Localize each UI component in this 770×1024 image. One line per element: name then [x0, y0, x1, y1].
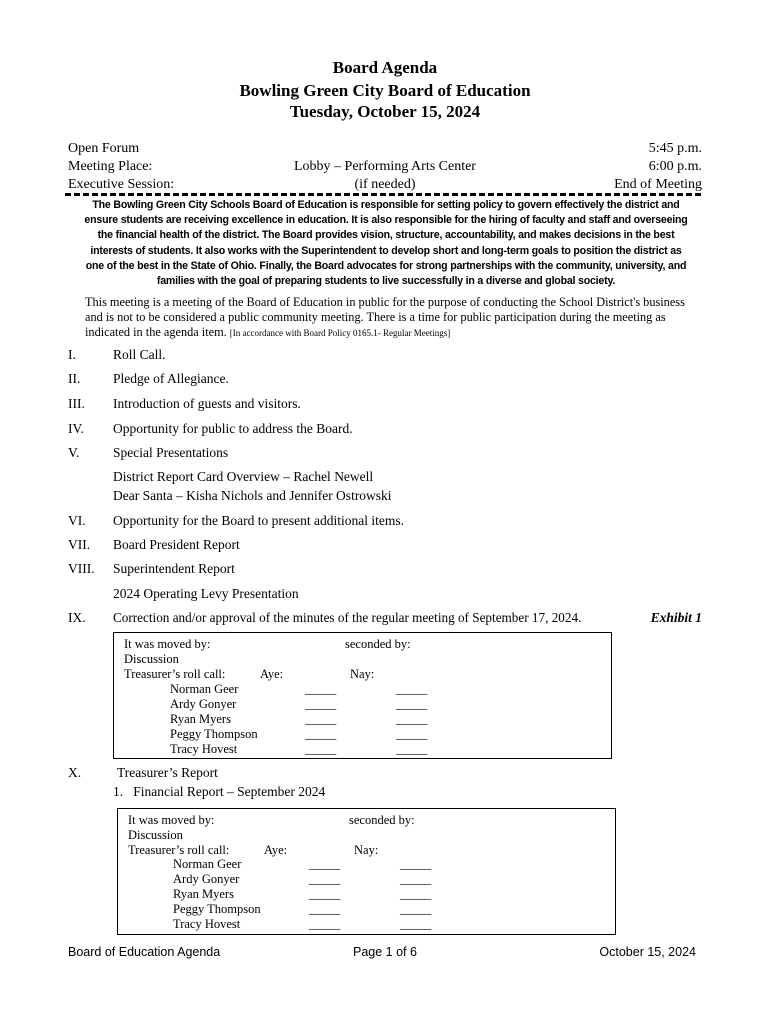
member-name: Tracy Hovest: [170, 742, 238, 756]
executive-session-label: Executive Session:: [68, 177, 175, 192]
agenda-item-board-items: Opportunity for the Board to present additional items.: [113, 513, 404, 528]
item-number: II.: [68, 371, 81, 386]
aye-blank: _____: [305, 727, 337, 741]
financial-report: 1. Financial Report – September 2024: [113, 784, 326, 799]
policy-reference: [In accordance with Board Policy 0165.1- Regular Meetings]: [229, 328, 451, 339]
member-name: Norman Geer: [170, 682, 239, 696]
seconded-by-label: seconded by:: [349, 813, 415, 827]
aye-blank: _____: [309, 902, 341, 916]
moved-by-label: It was moved by:: [124, 637, 211, 651]
nay-blank: _____: [396, 712, 428, 726]
agenda-item-president-report: Board President Report: [113, 537, 240, 552]
item-number: IV.: [68, 421, 84, 436]
member-name: Ryan Myers: [170, 712, 231, 726]
nay-blank: _____: [396, 727, 428, 741]
member-name: Ryan Myers: [173, 887, 234, 901]
executive-session-time: End of Meeting: [614, 177, 702, 192]
aye-blank: _____: [305, 742, 337, 756]
meeting-place-value: Lobby – Performing Arts Center: [294, 159, 476, 174]
member-name: Tracy Hovest: [173, 917, 241, 931]
agenda-item-guests: Introduction of guests and visitors.: [113, 396, 301, 411]
presentation-dear-santa: Dear Santa – Kisha Nichols and Jennifer Ostrowski: [113, 488, 392, 503]
board-name: Bowling Green City Board of Education: [239, 81, 531, 100]
agenda-item-superintendent-report: Superintendent Report: [113, 561, 235, 576]
meeting-place-label: Meeting Place:: [68, 159, 153, 174]
exhibit-label: Exhibit 1: [650, 610, 702, 625]
aye-blank: _____: [309, 872, 341, 886]
agenda-item-public: Opportunity for public to address the Board.: [113, 421, 353, 436]
page-number: Page 1 of 6: [353, 945, 417, 959]
levy-presentation: 2024 Operating Levy Presentation: [113, 586, 299, 601]
meeting-date: Tuesday, October 15, 2024: [289, 102, 481, 121]
roll-call-label: Treasurer’s roll call:: [128, 843, 230, 857]
aye-label: Aye:: [264, 843, 288, 857]
aye-blank: _____: [309, 887, 341, 901]
agenda-item-pledge: Pledge of Allegiance.: [113, 371, 229, 386]
member-name: Peggy Thompson: [173, 902, 261, 916]
footer-date: October 15, 2024: [599, 945, 696, 959]
agenda-title: Board Agenda: [332, 58, 438, 77]
nay-blank: _____: [396, 742, 428, 756]
discussion-label: Discussion: [124, 652, 179, 666]
agenda-item-minutes: Correction and/or approval of the minutes of the regular meeting of September 17, 2024.: [113, 610, 582, 625]
member-name: Norman Geer: [173, 857, 242, 871]
discussion-label: Discussion: [128, 828, 183, 842]
agenda-item-special-presentations: Special Presentations: [113, 445, 229, 460]
member-name: Peggy Thompson: [170, 727, 258, 741]
aye-label: Aye:: [260, 667, 284, 681]
nay-label: Nay:: [354, 843, 379, 857]
open-forum-label: Open Forum: [68, 141, 140, 156]
item-number: V.: [68, 445, 80, 460]
aye-blank: _____: [305, 682, 337, 696]
aye-blank: _____: [305, 697, 337, 711]
footer-left: Board of Education Agenda: [68, 945, 221, 959]
item-number: III.: [68, 396, 85, 411]
intro-text: This meeting is a meeting of the Board of Education in public for the purpose of conducting the School District's business and is not to be considered a public community meeting. There is a time for public participation during the meeting as indicated in the agenda item.: [85, 295, 685, 340]
executive-session-value: (if needed): [354, 177, 416, 192]
open-forum-time: 5:45 p.m.: [648, 141, 702, 156]
member-name: Ardy Gonyer: [173, 872, 240, 886]
agenda-item-roll-call: Roll Call.: [113, 347, 166, 362]
nay-blank: _____: [400, 887, 432, 901]
nay-blank: _____: [400, 872, 432, 886]
mission-statement: The Bowling Green City Schools Board of Education is responsible for setting policy to govern effectively the district and ensure students are receiving excellence in education. It is also responsible for the hiring of faculty and staff and overseeing the financial health of the district. The Board provides vision, structure, accountability, and makes decisions in the best interests of students. It also works with the Superintendent to develop short and long-term goals to position the district as one of the best in the State of Ohio. Finally, the Board advocates for strong partnerships with the community, university, and families with the goal of preparing students to live successfully in a diverse and global society.: [84, 199, 688, 288]
presentation-report-card: District Report Card Overview – Rachel Newell: [113, 469, 374, 484]
nay-label: Nay:: [350, 667, 375, 681]
seconded-by-label: seconded by:: [345, 637, 411, 651]
item-number: X.: [68, 765, 82, 780]
member-name: Ardy Gonyer: [170, 697, 237, 711]
item-number: IX.: [68, 610, 86, 625]
item-number: VIII.: [68, 561, 95, 576]
nay-blank: _____: [396, 697, 428, 711]
meeting-time: 6:00 p.m.: [648, 159, 702, 174]
item-number: VII.: [68, 537, 91, 552]
roll-call-label: Treasurer’s roll call:: [124, 667, 226, 681]
agenda-item-treasurer-report: Treasurer’s Report: [117, 765, 218, 780]
nay-blank: _____: [400, 857, 432, 871]
aye-blank: _____: [309, 917, 341, 931]
moved-by-label: It was moved by:: [128, 813, 215, 827]
aye-blank: _____: [309, 857, 341, 871]
item-number: I.: [68, 347, 76, 362]
aye-blank: _____: [305, 712, 337, 726]
nay-blank: _____: [400, 917, 432, 931]
dashed-divider: [65, 193, 701, 196]
nay-blank: _____: [400, 902, 432, 916]
nay-blank: _____: [396, 682, 428, 696]
item-number: VI.: [68, 513, 86, 528]
intro-paragraph: [85, 295, 705, 342]
